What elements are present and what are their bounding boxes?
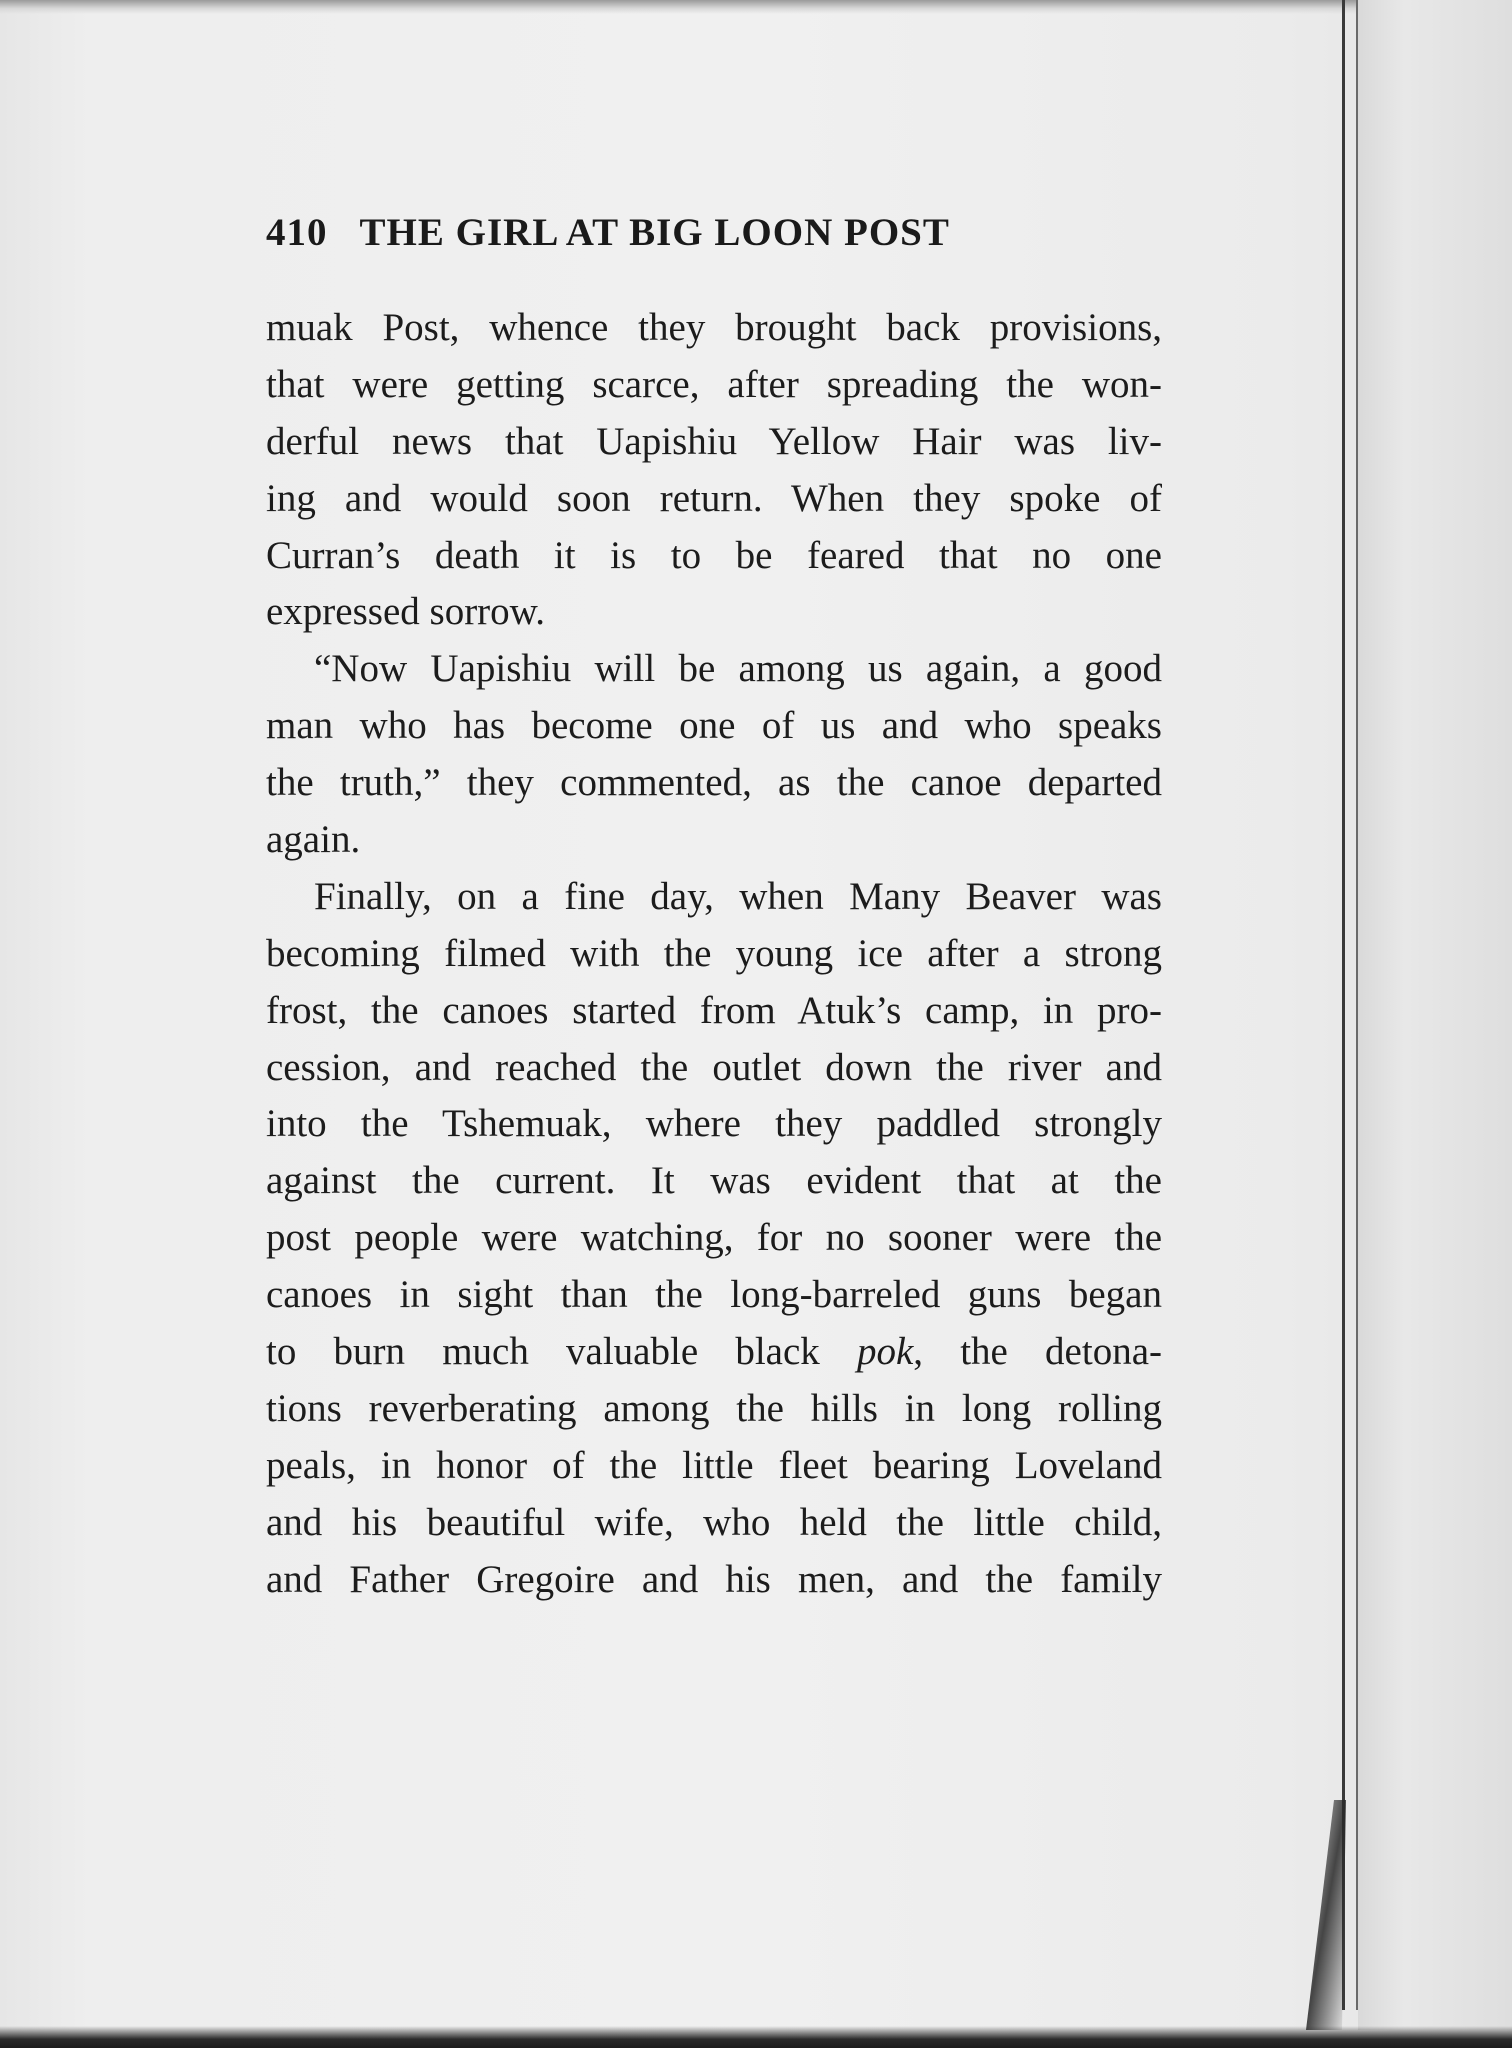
facing-page-edge (1358, 0, 1512, 2030)
scan-top-shadow (0, 0, 1512, 14)
text-line: canoes in sight than the long-barreled guns began (266, 1273, 1162, 1317)
text-line: tions reverberating among the hills in long rolling (266, 1386, 1162, 1430)
text-line: man who has become one of us and who speaks (266, 704, 1162, 748)
text-line: muak Post, whence they brought back provisions, (266, 306, 1162, 349)
text-line: post people were watching, for no sooner were the (266, 1216, 1162, 1260)
italic-word: pok (856, 1330, 914, 1374)
text-line: cession, and reached the outlet down the river and (266, 1045, 1162, 1089)
text-line: the truth,” they commented, as the canoe departed (266, 761, 1162, 805)
text-line: Finally, on a fine day, when Many Beaver was (314, 874, 1162, 918)
running-header (266, 210, 1166, 255)
text-line: against the current. It was evident that at the (266, 1159, 1162, 1203)
running-title: THE GIRL AT BIG LOON POST (359, 211, 950, 254)
gutter-edge-line (1356, 0, 1358, 2010)
scan-bottom-shadow (0, 2026, 1512, 2048)
text-line: expressed sorrow. (266, 590, 546, 634)
text-line: Curran’s death it is to be feared that no one (266, 533, 1162, 577)
text-line: and his beautiful wife, who held the little child, (266, 1500, 1162, 1544)
text-line: that were getting scarce, after spreading the won- (266, 362, 1162, 406)
page-number: 410 (266, 211, 328, 254)
text-line: becoming filmed with the young ice after a strong (266, 931, 1162, 975)
text-line: peals, in honor of the little fleet bearing Loveland (266, 1443, 1162, 1487)
text-line-with-emphasis (266, 1324, 1162, 1381)
text-line: into the Tshemuak, where they paddled strongly (266, 1102, 1162, 1146)
text-line: and Father Gregoire and his men, and the family (266, 1557, 1162, 1601)
text-segment: , the detona- (913, 1330, 1162, 1374)
text-segment: to burn much valuable black (266, 1330, 857, 1374)
body-text (266, 300, 1162, 1608)
text-line: “Now Uapishiu will be among us again, a good (314, 647, 1162, 691)
paragraph-3 (266, 869, 1162, 1609)
text-line: again. (266, 818, 361, 862)
text-line: frost, the canoes started from Atuk’s camp, in pro- (266, 988, 1162, 1032)
text-line: ing and would soon return. When they spoke of (266, 476, 1162, 520)
paragraph-1 (266, 300, 1162, 641)
text-line: derful news that Uapishiu Yellow Hair was liv- (266, 419, 1162, 463)
gutter-shadow-line (1342, 0, 1345, 2010)
binding-thread-mark (1306, 1800, 1346, 2030)
paragraph-2 (266, 641, 1162, 869)
